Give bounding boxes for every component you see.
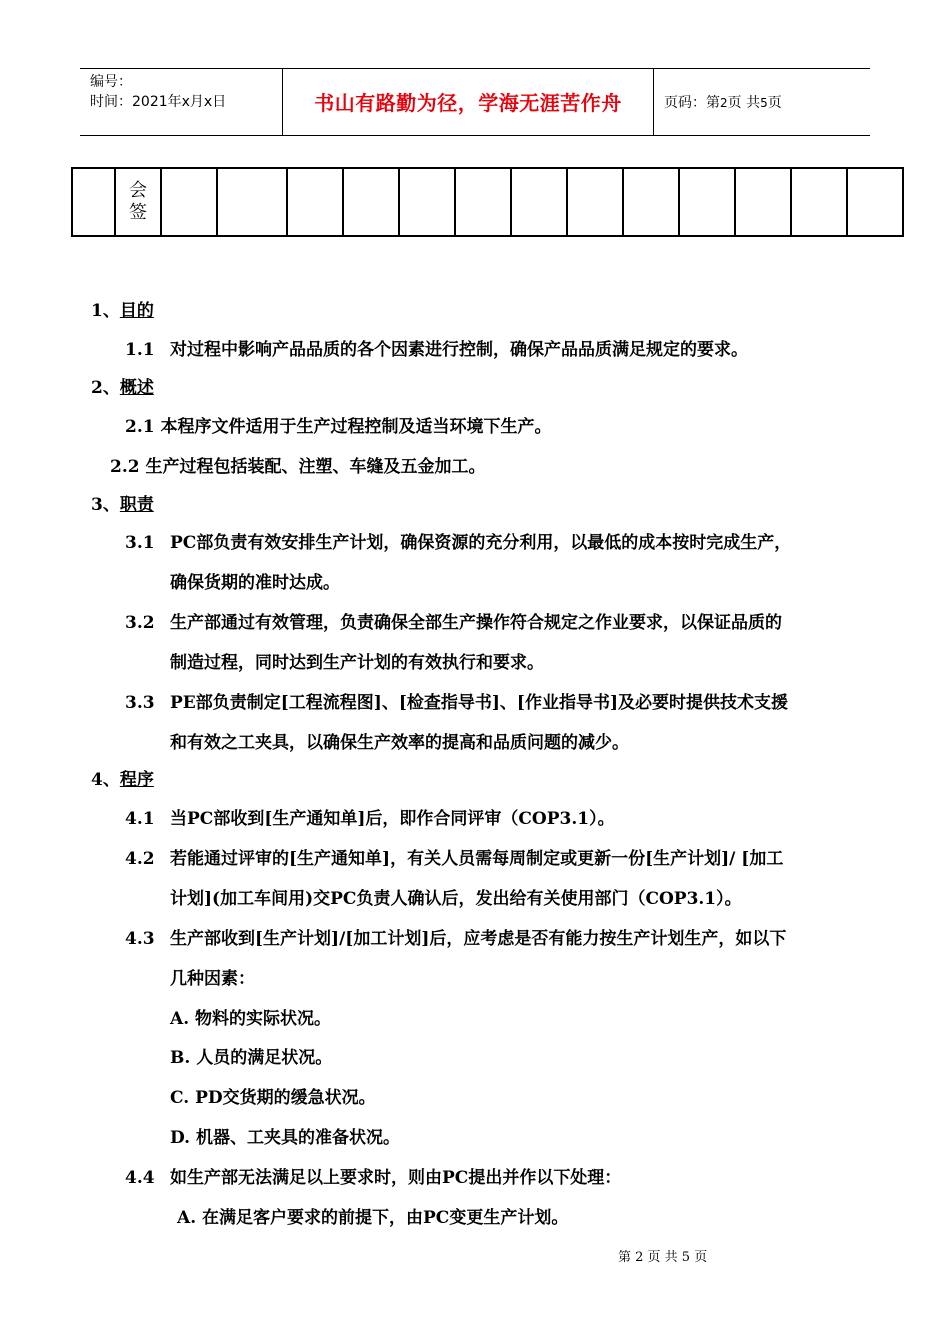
countersign-table [71,167,904,237]
header-motto: 书山有路勤为径，学海无涯苦作舟 [282,69,654,135]
clause-4-1-text: 当PC部收到[生产通知单]后，即作合同评审（COP3.1）。 [170,809,615,829]
header-meta [80,69,282,135]
clause-4-3-item-a: A. 物料的实际状况。 [170,1009,332,1029]
clause-3-3-line2: 和有效之工夹具，以确保生产效率的提高和品质问题的减少。 [170,733,629,753]
clause-4-3-item-c: C. PD交货期的缓急状况。 [170,1088,376,1108]
page-total: 5 [760,96,768,110]
clause-3-3-number: 3.3 [125,693,155,713]
clause-4-3-line2: 几种因素： [170,969,255,989]
clause-4-4-text: 如生产部无法满足以上要求时，则由PC提出并作以下处理： [170,1168,622,1188]
clause-4-3-item-d: D. 机器、工夹具的准备状况。 [170,1128,400,1148]
sign-cell [287,168,343,236]
page-suffix: 页 [767,95,782,111]
countersign-label [115,168,161,236]
section-title: 目的 [119,301,154,321]
clause-4-4-item-a: A. 在满足客户要求的前提下，由PC变更生产计划。 [177,1208,569,1228]
page-footer: 第 2 页 共 5 页 [618,1250,708,1265]
clause-4-4-number: 4.4 [125,1168,155,1188]
section-title: 概述 [119,378,154,398]
section-4-heading [91,768,154,792]
clause-3-2-number: 3.2 [125,613,155,633]
countersign-label-line2: 签 [129,202,147,223]
sign-cell [847,168,903,236]
sign-cell [217,168,287,236]
page-header [80,68,870,136]
clause-4-3-number: 4.3 [125,929,155,949]
clause-3-3-line1: PE部负责制定[工程流程图]、[检查指导书]、[作业指导书]及必要时提供技术支援 [170,693,788,713]
section-title: 程序 [119,770,154,790]
sign-cell [399,168,455,236]
sign-cell [161,168,217,236]
section-2-heading [91,376,154,400]
sign-cell [72,168,115,236]
page-mid: 页 共 [727,95,761,111]
sign-cell [623,168,679,236]
sign-cell [567,168,623,236]
clause-3-1-line1: PC部负责有效安排生产计划，确保资源的充分利用，以最低的成本按时完成生产， [170,533,792,553]
clause-3-1-number: 3.1 [125,533,155,553]
sign-cell [455,168,511,236]
clause-4-2-line2: 计划](加工车间用)交PC负责人确认后，发出给有关使用部门（COP3.1）。 [170,889,742,909]
date-label: 时间：2021年x月x日 [90,94,227,110]
page-prefix: 页码：第 [664,95,720,111]
sign-cell [343,168,399,236]
header-page-info [654,69,870,135]
clause-4-2-line1: 若能通过评审的[生产通知单]，有关人员需每周制定或更新一份[生产计划]/ [加工 [170,849,784,869]
section-title: 职责 [119,495,154,515]
sign-cell [735,168,791,236]
clause-4-1-number: 4.1 [125,809,155,829]
section-number: 3、 [91,495,120,515]
section-number: 2、 [91,378,120,398]
clause-3-1-line2: 确保货期的准时达成。 [170,573,340,593]
countersign-label-line1: 会 [129,180,147,201]
sign-cell [791,168,847,236]
section-number: 4、 [91,770,120,790]
clause-3-2-line2: 制造过程，同时达到生产计划的有效执行和要求。 [170,653,544,673]
clause-3-2-line1: 生产部通过有效管理，负责确保全部生产操作符合规定之作业要求，以保证品质的 [170,613,782,633]
section-3-heading [91,493,154,517]
sign-cell [679,168,735,236]
page-number: 2 [720,96,728,110]
clause-2-2: 2.2 生产过程包括装配、注塑、车缝及五金加工。 [110,457,486,477]
clause-4-2-number: 4.2 [125,849,155,869]
clause-1-1-number: 1.1 [125,340,155,360]
code-label: 编号： [90,74,132,90]
sign-cell [511,168,567,236]
clause-1-1-text: 对过程中影响产品品质的各个因素进行控制，确保产品品质满足规定的要求。 [170,340,748,360]
clause-4-3-line1: 生产部收到[生产计划]/[加工计划]后，应考虑是否有能力按生产计划生产，如以下 [170,929,787,949]
section-1-heading [91,299,154,323]
clause-2-1: 2.1 本程序文件适用于生产过程控制及适当环境下生产。 [125,417,552,437]
section-number: 1、 [91,301,120,321]
clause-4-3-item-b: B. 人员的满足状况。 [170,1048,333,1068]
